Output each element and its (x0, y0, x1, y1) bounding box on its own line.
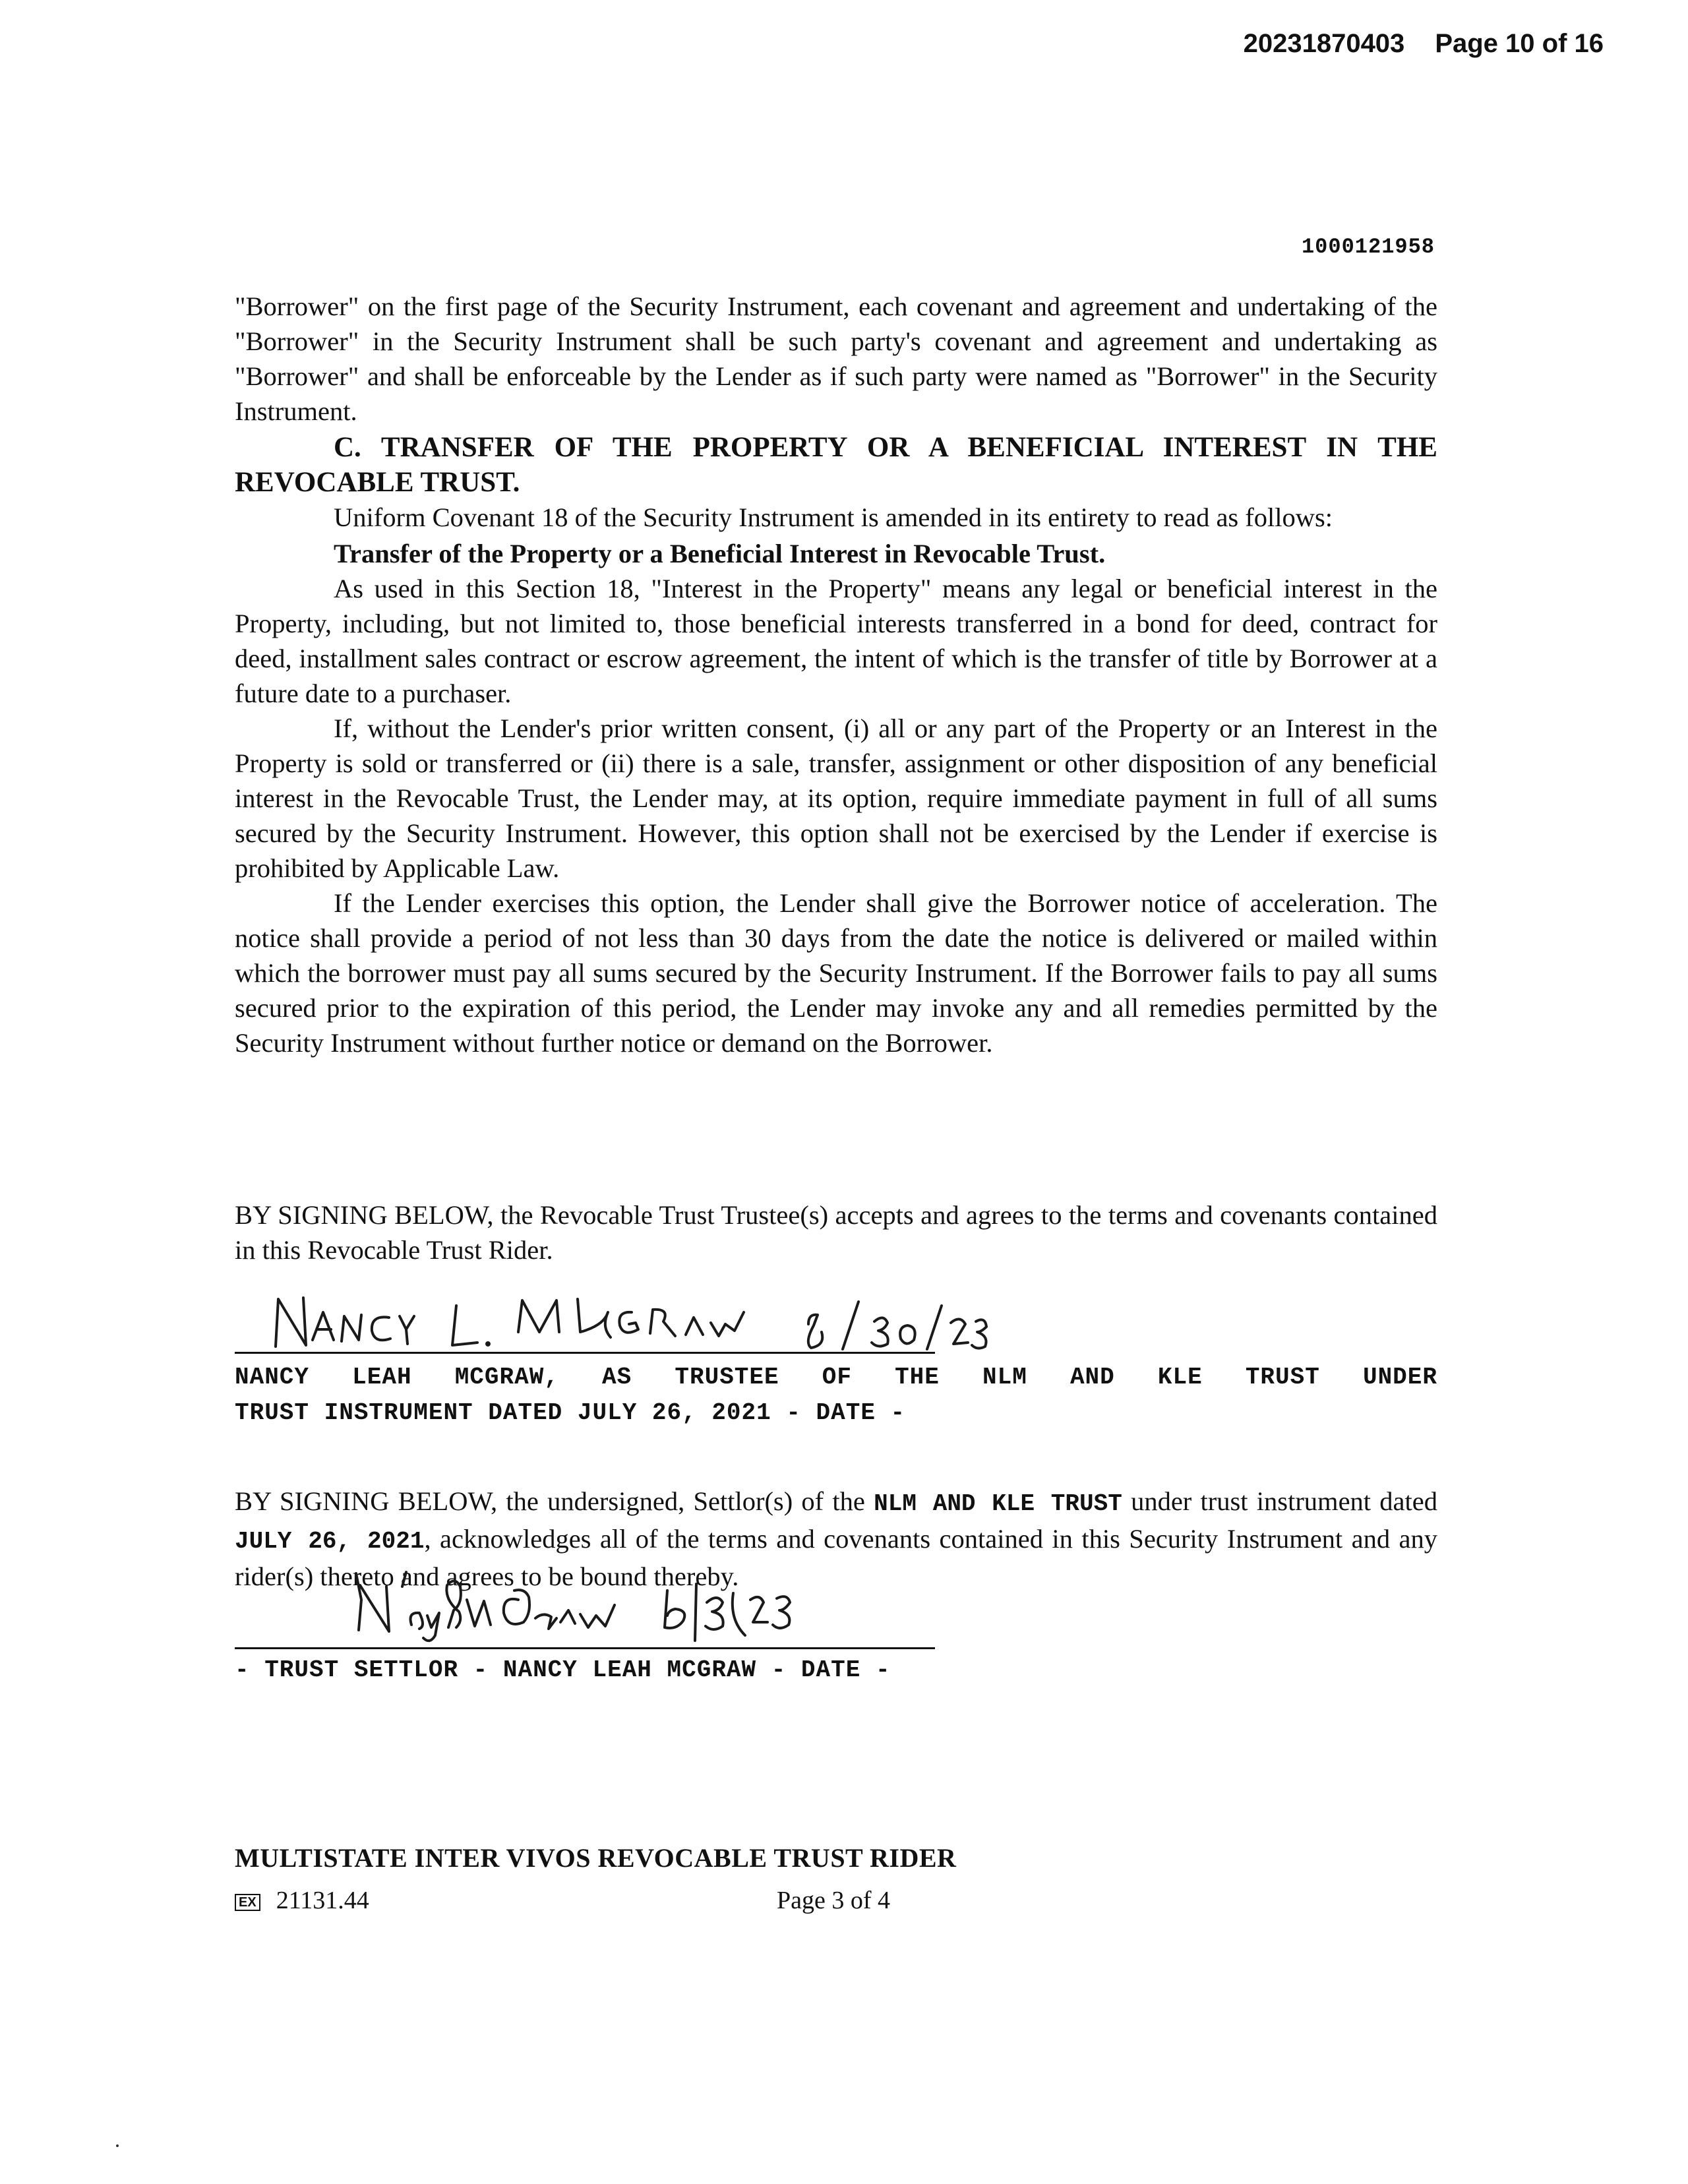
covenant-subheading: Transfer of the Property or a Beneficial Interest in Revocable Trust. (334, 539, 1106, 568)
trustee-caption-line2: TRUST INSTRUMENT DATED JULY 26, 2021 - DATE - (235, 1399, 906, 1426)
settlor-caption: - TRUST SETTLOR - NANCY LEAH MCGRAW - DATE - (235, 1656, 891, 1684)
trustee-caption (235, 1360, 1437, 1431)
loan-number: 1000121958 (1301, 235, 1435, 259)
form-number: 21131.44 (276, 1887, 369, 1914)
transfer-paragraph: If, without the Lender's prior written consent, (i) all or any part of the Property or an Interest in the Property is sold or transferred or (ii) there is a sale, transfer, assignment or other disposition of any beneficial interest in the Revocable Trust, the Lender may, at its option, require immediate payment in full of all sums secured by the Security Instrument. However, this option shall not be exercised by the Lender if exercise is prohibited by Applicable Law. (235, 713, 1437, 883)
acceleration-paragraph: If the Lender exercises this option, the Lender shall give the Borrower notice of acceleration. The notice shall provide a period of not less than 30 days from the date the notice is delivered or mailed within which the borrower must pay all sums secured by the Security Instrument. If the Borrower fails to pay all sums secured prior to the expiration of this period, the Lender may invoke any and all remedies permitted by the Security Instrument without further notice or demand on the Borrower. (235, 888, 1437, 1058)
trustee-statement: BY SIGNING BELOW, the Revocable Trust Trustee(s) accepts and agrees to the terms and covenants contained in this Revocable Trust Rider. (235, 1200, 1437, 1265)
trustee-signature (235, 1286, 1026, 1358)
settlor-statement-a: BY SIGNING BELOW, the undersigned, Settlor(s) of the (235, 1486, 874, 1516)
rider-body (235, 289, 1437, 1060)
scan-speck (116, 2144, 119, 2147)
trustee-caption-line1: NANCY LEAH MCGRAW, AS TRUSTEE OF THE NLM AND KLE TRUST UNDER (235, 1364, 1437, 1391)
settlor-statement-c: , acknowledges all of the terms and covenants contained in this Security Instrument and any rider(s) thereto and agrees to be bound thereby. (235, 1524, 1437, 1591)
rider-page-number: Page 3 of 4 (777, 1887, 891, 1914)
trust-name: NLM AND KLE TRUST (874, 1490, 1122, 1517)
settlor-statement-b: under trust instrument dated (1122, 1486, 1438, 1516)
document-number: 20231870403 (1243, 29, 1405, 58)
settlor-signature (290, 1567, 1015, 1659)
amendment-paragraph: Uniform Covenant 18 of the Security Instrument is amended in its entirety to read as follows: (334, 502, 1333, 532)
rider-title: MULTISTATE INTER VIVOS REVOCABLE TRUST RIDER (235, 1843, 957, 1873)
section-heading: C. TRANSFER OF THE PROPERTY OR A BENEFICIAL INTEREST IN THE REVOCABLE TRUST. (235, 432, 1437, 498)
interest-definition-paragraph: As used in this Section 18, "Interest in the Property" means any legal or beneficial interest in the Property, including, but not limited to, those beneficial interests transferred in a bond for deed, contract for deed, installment sales contract or escrow agreement, the intent of which is the transfer of title by Borrower at a future date to a purchaser. (235, 574, 1437, 708)
page-indicator: Page 10 of 16 (1435, 29, 1604, 58)
intro-paragraph: "Borrower" on the first page of the Security Instrument, each covenant and agreement and undertaking of the "Borrower" in the Security Instrument shall be such party's covenant and agreement and undertaking as "Borrower" and shall be enforceable by the Lender as if such party were named as "Borrower" in the Security Instrument. (235, 291, 1437, 426)
page-header (1244, 29, 1604, 59)
form-identifier (235, 1886, 369, 1915)
ex-form-icon: EX (235, 1894, 260, 1911)
trust-date: JULY 26, 2021 (235, 1528, 425, 1555)
settlor-signature-line (235, 1647, 935, 1649)
trustee-signature-line (235, 1352, 935, 1354)
